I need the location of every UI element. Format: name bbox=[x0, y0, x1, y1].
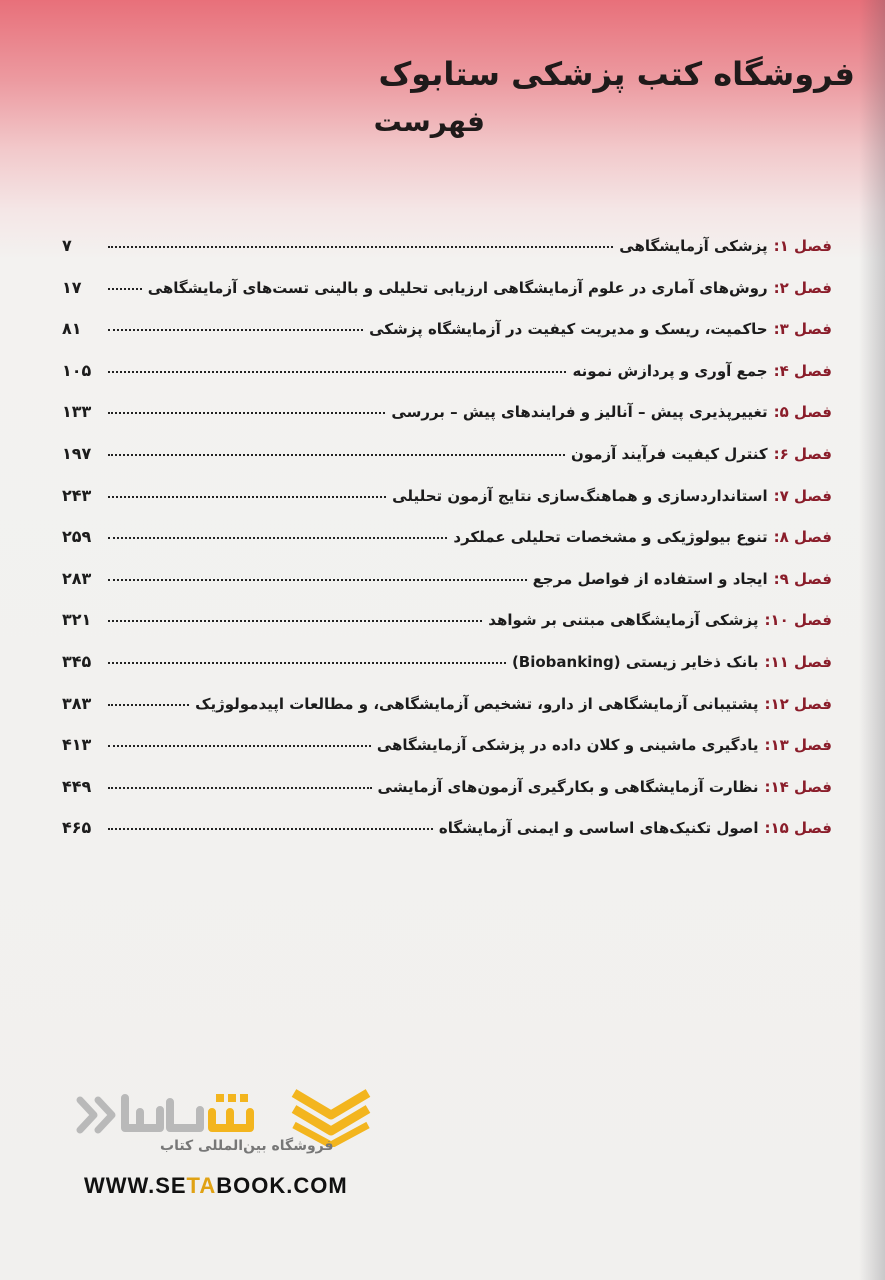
page-number: ۲۴۳ bbox=[62, 485, 92, 505]
toc-entry bbox=[62, 527, 832, 569]
dot-leader bbox=[108, 412, 385, 414]
chapter-label: فصل ۱۲: bbox=[764, 694, 832, 713]
dot-leader bbox=[108, 745, 371, 747]
chapter-title: استانداردسازی و هماهنگ‌سازی نتایج آزمون تحلیلی bbox=[392, 486, 768, 505]
toc-entry bbox=[62, 818, 832, 860]
dot-leader bbox=[108, 246, 613, 248]
chapter-label: فصل ۹: bbox=[773, 569, 832, 588]
page-number: ۷ bbox=[62, 236, 72, 255]
toc-entry bbox=[62, 569, 832, 611]
chapter-title: پزشکی آزمایشگاهی مبتنی بر شواهد bbox=[488, 611, 759, 630]
chapter-title: روش‌های آماری در علوم آزمایشگاهی ارزیابی تحلیلی و بالینی تست‌های آزمایشگاهی bbox=[147, 278, 768, 297]
logo-wordmark-icon bbox=[70, 1090, 260, 1140]
toc-entry bbox=[62, 444, 832, 486]
toc-entry bbox=[62, 236, 832, 278]
chapter-title: تنوع بیولوژیکی و مشخصات تحلیلی عملکرد bbox=[453, 528, 768, 547]
chapter-title: کنترل کیفیت فرآیند آزمون bbox=[571, 444, 768, 463]
logo-subtitle: فروشگاه بین‌المللی کتاب bbox=[160, 1138, 334, 1154]
chapter-title: تغییرپذیری پیش – آنالیز و فرایندهای پیش – بررسی bbox=[391, 403, 768, 422]
chapter-title: پزشکی آزمایشگاهی bbox=[619, 237, 768, 255]
dot-leader bbox=[108, 329, 363, 331]
toc-entry bbox=[62, 610, 832, 652]
dot-leader bbox=[108, 371, 566, 373]
chapter-label: فصل ۱۴: bbox=[764, 777, 832, 796]
chapter-label: فصل ۱۰: bbox=[764, 611, 832, 630]
page-number: ۱۳۳ bbox=[62, 402, 92, 422]
chapter-title: پشتیبانی آزمایشگاهی از دارو، تشخیص آزمایشگاهی، و مطالعات اپیدمولوژیک bbox=[195, 694, 759, 713]
table-of-contents bbox=[62, 236, 832, 860]
shop-title: فروشگاه کتب پزشکی ستابوک bbox=[378, 55, 855, 93]
toc-entry bbox=[62, 402, 832, 444]
chapter-label: فصل ۵: bbox=[773, 403, 832, 422]
chapter-label: فصل ۱۵: bbox=[764, 819, 832, 838]
chapter-title: جمع آوری و پردازش نمونه bbox=[572, 361, 768, 380]
dot-leader bbox=[108, 288, 142, 290]
page-number: ۴۴۹ bbox=[62, 776, 92, 796]
toc-title: فهرست bbox=[373, 105, 485, 138]
page-number: ۳۸۳ bbox=[62, 693, 92, 713]
dot-leader bbox=[108, 496, 386, 498]
toc-entry bbox=[62, 361, 832, 403]
toc-entry bbox=[62, 486, 832, 528]
page-number: ۴۱۳ bbox=[62, 735, 92, 755]
chapter-label: فصل ۶: bbox=[773, 444, 832, 463]
dot-leader bbox=[108, 662, 506, 664]
page-number: ۴۶۵ bbox=[62, 818, 92, 838]
page-number: ۱۷ bbox=[62, 277, 82, 297]
dot-leader bbox=[108, 787, 372, 789]
dot-leader bbox=[108, 579, 527, 581]
dot-leader bbox=[108, 620, 482, 622]
chapter-label: فصل ۸: bbox=[773, 528, 832, 547]
chapter-title: حاکمیت، ریسک و مدیریت کیفیت در آزمایشگاه پزشکی bbox=[369, 320, 768, 339]
chapter-label: فصل ۱۱: bbox=[764, 652, 832, 671]
chapter-label: فصل ۷: bbox=[773, 486, 832, 505]
chapter-title: یادگیری ماشینی و کلان داده در پزشکی آزمایشگاهی bbox=[376, 736, 759, 755]
chapter-title: ایجاد و استفاده از فواصل مرجع bbox=[532, 569, 768, 588]
chapter-label: فصل ۴: bbox=[773, 361, 832, 380]
page-number: ۱۰۵ bbox=[62, 360, 92, 380]
dot-leader bbox=[108, 828, 433, 830]
chapter-label: فصل ۳: bbox=[773, 320, 832, 339]
chapter-label: فصل ۲: bbox=[773, 278, 832, 297]
website-url bbox=[84, 1173, 348, 1199]
chapter-title: نظارت آزمایشگاهی و بکارگیری آزمون‌های آزمایشی bbox=[377, 777, 759, 796]
page-number: ۱۹۷ bbox=[62, 443, 92, 463]
page-number: ۲۸۳ bbox=[62, 568, 92, 588]
toc-entry bbox=[62, 777, 832, 819]
toc-entry bbox=[62, 652, 832, 694]
page-number: ۲۵۹ bbox=[62, 527, 92, 547]
dot-leader bbox=[108, 454, 565, 456]
chapter-label: فصل ۱۳: bbox=[764, 736, 832, 755]
chapter-title: بانک ذخایر زیستی (Biobanking) bbox=[511, 652, 759, 671]
dot-leader bbox=[108, 537, 447, 539]
dot-leader bbox=[108, 704, 189, 706]
toc-entry bbox=[62, 319, 832, 361]
toc-entry bbox=[62, 694, 832, 736]
page-number: ۳۴۵ bbox=[62, 651, 92, 671]
page-number: ۸۱ bbox=[62, 319, 82, 339]
page-number: ۳۲۱ bbox=[62, 610, 92, 630]
chapter-title: اصول تکنیک‌های اساسی و ایمنی آزمایشگاه bbox=[438, 819, 759, 838]
chapter-label: فصل ۱: bbox=[773, 237, 832, 255]
url-text: WWW.SETABOOK.COM bbox=[84, 1173, 348, 1198]
toc-entry bbox=[62, 278, 832, 320]
toc-entry bbox=[62, 735, 832, 777]
